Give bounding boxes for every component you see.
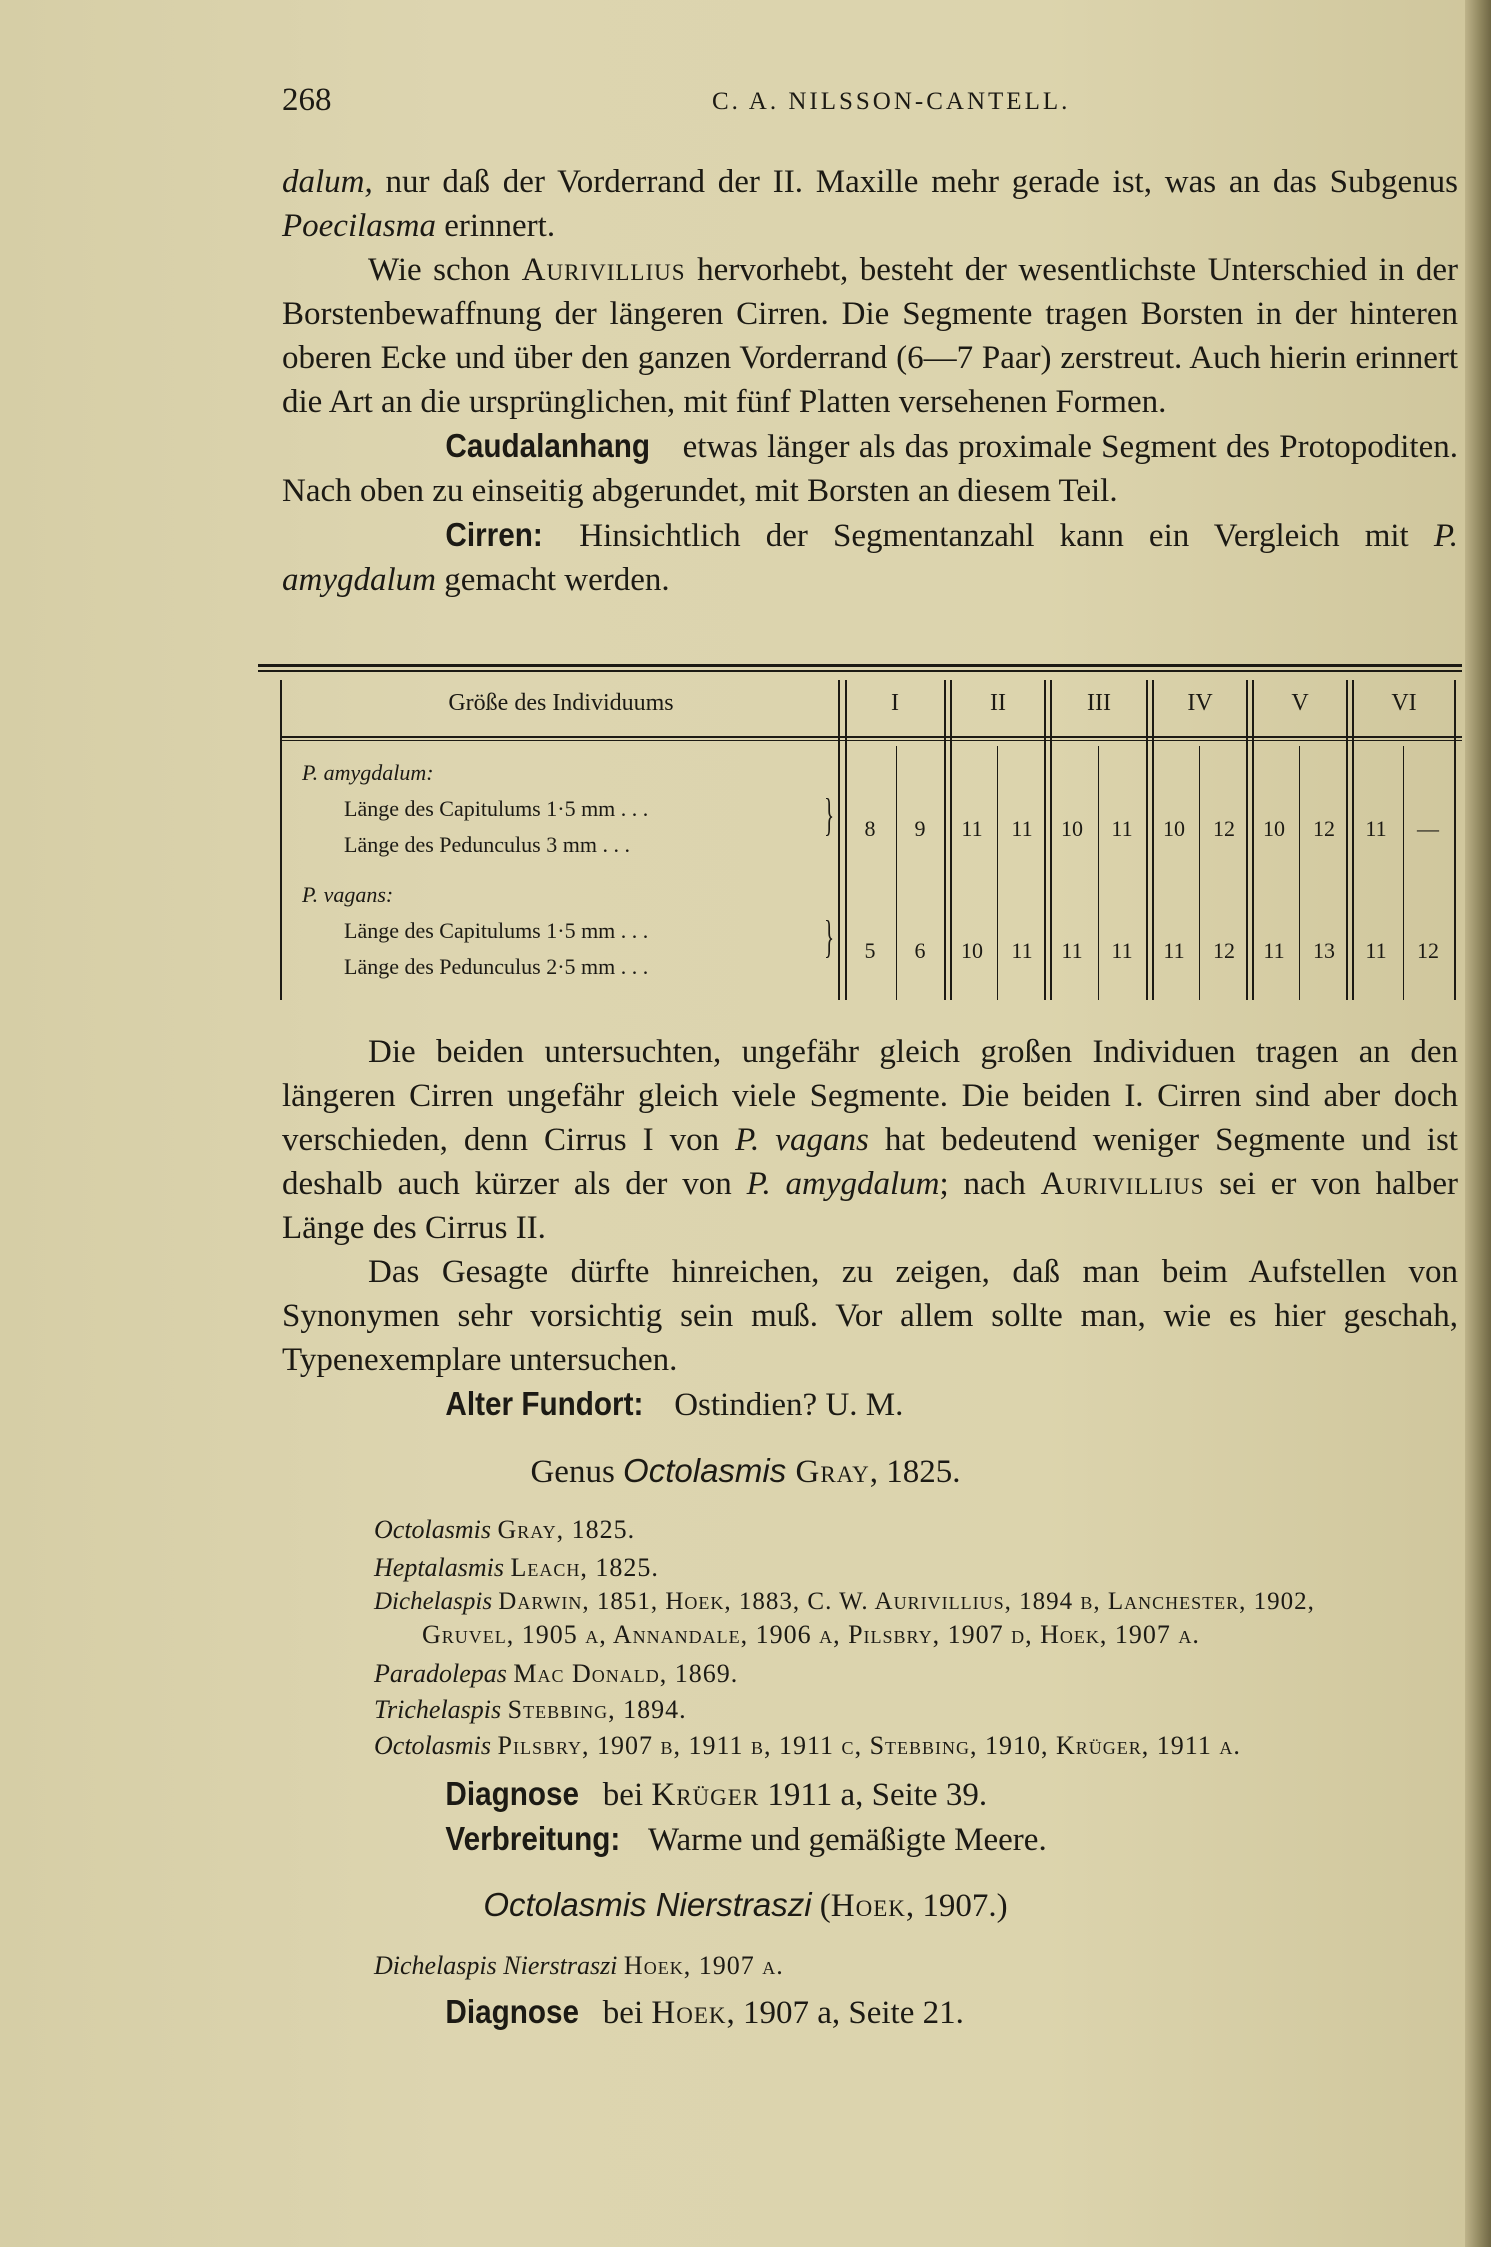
citation: Gray, 1825. [497,1515,636,1544]
citation: Darwin, 1851, Hoek, 1883, C. W. Aurivillius, 1894 b, Lanchester, 1902, [498,1588,1315,1615]
section-heading: Diagnose [445,1993,580,2030]
citation: Leach, 1825. [510,1553,659,1582]
header-cirrus-2: II [990,690,1006,716]
paragraph-1 [282,160,1458,248]
paragraph-2 [282,248,1458,424]
italic-word: P. vagans [735,1122,869,1158]
table-cell: 10 [961,938,983,963]
italic-word: P. amygdalum [746,1166,940,1202]
table-cell: 11 [1263,938,1285,963]
table-cell: 11 [1111,938,1133,963]
table-cell: 11 [1011,938,1033,963]
text-block-bottom [282,1990,1458,2035]
table-cell: 12 [1313,816,1335,841]
text-run: 1911 a, Seite 39. [759,1777,988,1813]
row-label: Länge des Capitulums 1·5 mm . . . [344,796,649,821]
taxon-name: Trichelaspis [374,1695,502,1724]
species-name: Octolasmis Nierstraszi [483,1886,812,1923]
header-cirrus-4: IV [1187,690,1213,716]
author-name: Hoek [830,1888,906,1924]
species-heading [0,1886,1491,1925]
text-run: bei [594,1777,652,1813]
table-cell: 10 [1061,816,1083,841]
header-size: Größe des Individuums [448,690,674,716]
section-heading: Cirren: [445,516,543,553]
row-label: Länge des Capitulums 1·5 mm . . . [344,918,649,943]
taxon-name: Octolasmis [374,1731,491,1760]
citation: Mac Donald, 1869. [513,1659,739,1688]
table-cell: 12 [1213,938,1235,963]
taxon-name: Dichelaspis [374,1588,493,1615]
page-number: 268 [282,82,332,118]
text-run: hat bedeutend weniger Segmente und ist deshalb auch kürzer als der von [282,1122,1458,1202]
paragraph-6 [282,1250,1458,1382]
taxon-name: Dichelaspis Nierstraszi [374,1951,618,1980]
paragraph-7 [282,1382,1458,1427]
citation: Gruvel, 1905 a, Annandale, 1906 a, Pilsbry, 1907 d, Hoek, 1907 a. [422,1620,1200,1649]
text-run: Hinsichtlich der Segmentanzahl kann ein Vergleich mit [554,518,1434,554]
column-divider [1346,680,1348,1000]
sub-column-divider [1098,746,1099,1000]
synonym-line [422,1620,1200,1650]
column-divider [1044,680,1046,1000]
section-heading: Caudalanhang [445,427,651,464]
author-name: Aurivillius [521,252,686,288]
table-cell: 8 [864,816,876,841]
table-cell: 5 [864,938,876,963]
italic-word: Poecilasma [282,208,436,244]
text-run: sei er von halber Länge des Cirrus II. [282,1166,1458,1246]
table-cell: 11 [1111,816,1133,841]
table-cell: 11 [1011,816,1033,841]
text-run: Genus [530,1454,624,1490]
table-cell: 10 [1263,816,1285,841]
table-rule [280,740,1462,741]
text-run: etwas länger als das proximale Segment des Protopoditen. Nach oben zu einseitig abgerundet, mit Borsten an diesem Teil. [282,429,1458,509]
row-label: Länge des Pedunculus 3 mm . . . [344,832,630,857]
section-heading: Diagnose [445,1775,580,1812]
paragraph-3 [282,424,1458,513]
sub-column-divider [1299,746,1300,1000]
table-cell: 11 [1061,938,1083,963]
text-run: Die beiden untersuchten, ungefähr gleich großen Individuen tragen an den längeren Cirren ungefähr gleich viele Segmente. Die beiden I. Cirren sind aber doch verschieden, denn Cirrus I von [282,1034,1458,1158]
table-cell: 11 [1365,816,1387,841]
header-cirrus-3: III [1087,690,1111,716]
running-title: C. A. NILSSON-CANTELL. [712,88,1071,115]
diagnose-line [282,1990,1458,2035]
segment-count-table [258,664,1462,1004]
table-rule [258,670,1462,672]
synonym-line [374,1726,1241,1766]
taxon-name: Heptalasmis [374,1553,504,1582]
header-cirrus-1: I [891,690,899,716]
header-cirrus-5: V [1291,690,1309,716]
synonym-line [374,1690,687,1730]
italic-word: P. amygdalum [282,518,1458,598]
text-run: Wie schon [368,252,522,288]
text-run: Warme und gemäßigte Meere. [640,1822,1047,1858]
paragraph-4 [282,513,1458,602]
citation: Stebbing, 1894. [507,1695,687,1724]
text-run: Ostindien? U. M. [665,1387,904,1423]
row-label: Länge des Pedunculus 2·5 mm . . . [344,954,649,979]
species-label: P. amygdalum: [302,760,434,785]
column-divider [845,680,847,1000]
author-name: Gray [786,1454,870,1490]
species-label: P. vagans: [302,882,394,907]
column-divider [1352,680,1354,1000]
author-name: Hoek [651,1995,727,2031]
sub-column-divider [997,746,998,1000]
text-block-top [282,160,1458,602]
section-heading: Verbreitung: [445,1820,621,1857]
header-cirrus-6: VI [1391,690,1417,716]
diagnose-line [282,1772,1458,1817]
distribution-line [282,1817,1458,1862]
text-run: gemacht werden. [435,562,670,598]
table-border [280,680,282,1000]
table-cell: 11 [961,816,983,841]
taxon-name: Octolasmis [374,1515,491,1544]
column-divider [944,680,946,1000]
genus-name: Octolasmis [623,1452,787,1489]
table-cell: 12 [1213,816,1235,841]
genus-heading [0,1452,1491,1491]
text-run: bei [594,1995,652,2031]
running-header [282,82,1462,128]
table-cell: 6 [914,938,926,963]
table-cell: — [1417,816,1439,841]
citation: Hoek, 1907 a. [623,1951,784,1980]
sub-column-divider [896,746,897,1000]
text-run: nur daß der Vorderrand der II. Maxille mehr gerade ist, was an das Subgenus [372,164,1458,200]
text-block-diagnose [282,1772,1458,1862]
text-run: Das Gesagte dürfte hinreichen, zu zeigen, daß man beim Aufstellen von Synonymen sehr vorsichtig sein muß. Vor allem sollte man, wie es hier geschah, Typenexemplare untersuchen. [282,1254,1458,1378]
text-run: , 1907 a, Seite 21. [726,1995,964,2031]
sub-column-divider [1199,746,1200,1000]
italic-word: dalum, [282,164,373,200]
table-cell: 10 [1163,816,1185,841]
section-heading: Alter Fundort: [445,1385,644,1422]
brace: } [824,911,835,962]
paragraph-5 [282,1030,1458,1250]
author-name: Aurivillius [1040,1166,1205,1202]
text-run: , 1825. [869,1454,961,1490]
table-cell: 11 [1163,938,1185,963]
column-divider [838,680,840,1000]
table-cell: 13 [1313,938,1335,963]
author-name: Krüger [651,1777,760,1813]
table-border [1454,680,1456,1000]
column-divider [1246,680,1248,1000]
citation: Pilsbry, 1907 b, 1911 b, 1911 c, Stebbing, 1910, Krüger, 1911 a. [497,1731,1241,1760]
synonym-line [374,1582,1315,1622]
text-block-middle [282,1030,1458,1427]
taxon-name: Paradolepas [374,1659,507,1688]
text-run: ; nach [939,1166,1041,1202]
text-run: hervorhebt, besteht der wesentlichste Unterschied in der Borstenbewaffnung der längeren Cirren. Die Segmente tragen Borsten in der hinteren oberen Ecke und über den ganzen Vorderrand (6—7 Paar) zerstreut. Auch hierin erinnert die Art an die ursprünglichen, mit fünf Platten versehenen Formen. [282,252,1458,420]
brace: } [824,789,835,840]
table-cell: 9 [914,816,926,841]
text-run: ( [811,1888,831,1924]
table-rule [258,664,1462,667]
synonym-line [374,1654,738,1694]
synonym-line [374,1510,635,1550]
table-rule [280,736,1462,738]
sub-column-divider [1403,746,1404,1000]
table-cell: 11 [1365,938,1387,963]
table-cell: 12 [1417,938,1439,963]
column-divider [1146,680,1148,1000]
synonym-line [374,1946,784,1986]
text-run: erinnert. [435,208,556,244]
text-run: , 1907.) [905,1888,1008,1924]
